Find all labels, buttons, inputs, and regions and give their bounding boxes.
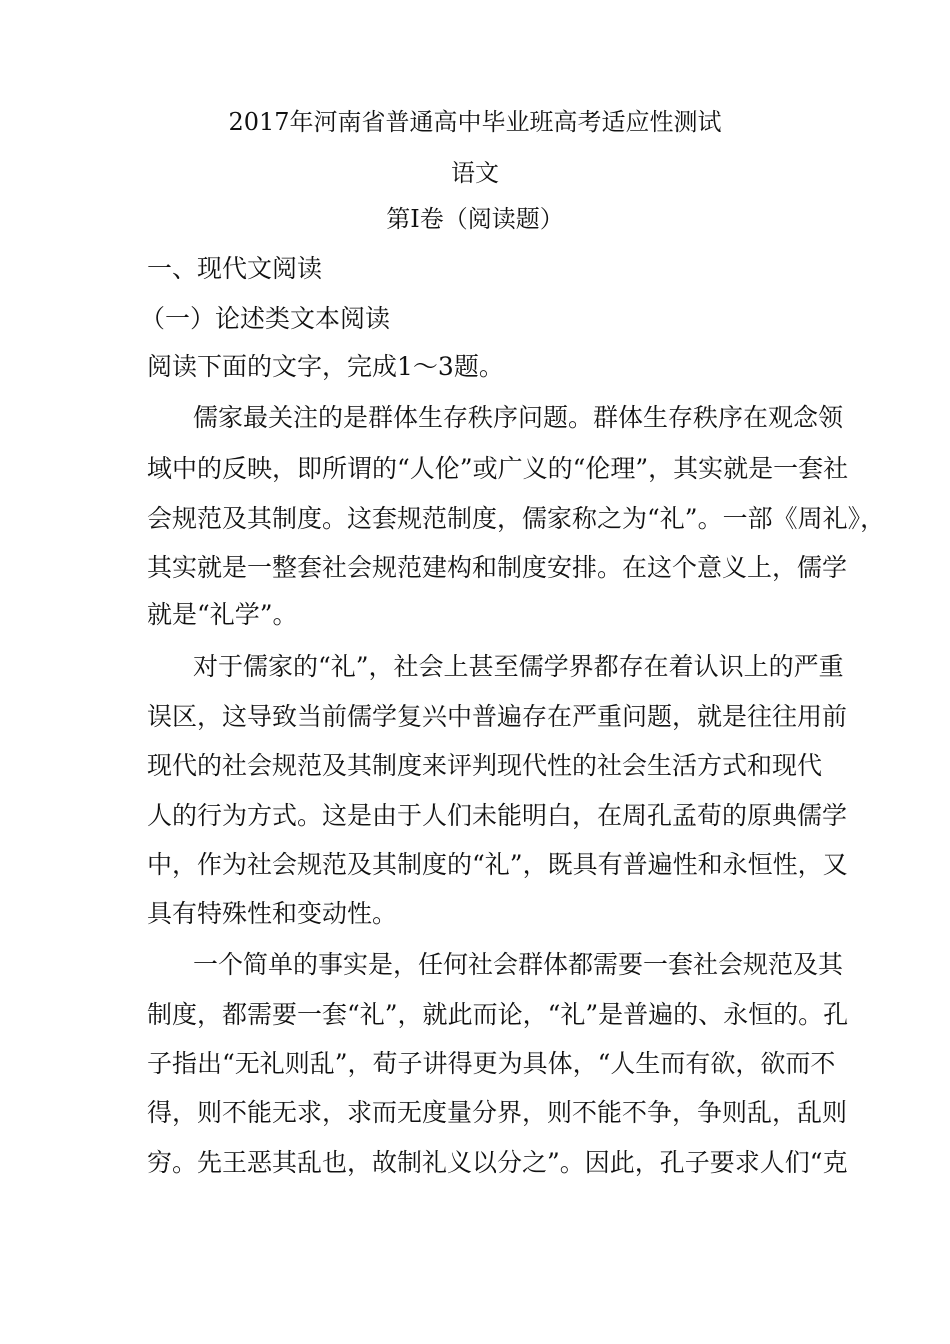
paragraph-3-line-1: 一个简单的事实是，任何社会群体都需要一套社会规范及其 <box>193 950 844 979</box>
paragraph-3-line-4: 得，则不能无求，求而无度量分界，则不能不争，争则乱，乱则 <box>147 1098 848 1127</box>
paragraph-1-line-3: 会规范及其制度。这套规范制度，儒家称之为“礼”。一部《周礼》， <box>147 504 886 533</box>
paragraph-3-line-3: 子指出“无礼则乱”，荀子讲得更为具体，“人生而有欲，欲而不 <box>147 1049 836 1078</box>
paragraph-3-line-2: 制度，都需要一套“礼”，就此而论，“礼”是普遍的、永恒的。孔 <box>147 1000 849 1029</box>
instruction-text: 阅读下面的文字，完成1～3题。 <box>147 352 504 381</box>
paragraph-1-line-4: 其实就是一整套社会规范建构和制度安排。在这个意义上，儒学 <box>147 553 848 582</box>
paragraph-3-line-5: 穷。先王恶其乱也，故制礼义以分之”。因此，孔子要求人们“克 <box>147 1148 848 1177</box>
paragraph-1-line-5: 就是“礼学”。 <box>147 600 298 629</box>
paragraph-2-line-5: 中，作为社会规范及其制度的“礼”，既具有普遍性和永恒性，又 <box>147 850 848 879</box>
paragraph-2-line-3: 现代的社会规范及其制度来评判现代性的社会生活方式和现代 <box>147 751 823 780</box>
paragraph-1-line-2: 域中的反映，即所谓的“人伦”或广义的“伦理”，其实就是一套社 <box>147 454 849 483</box>
paragraph-2-line-2: 误区，这导致当前儒学复兴中普遍存在严重问题，就是往往用前 <box>147 702 848 731</box>
section-heading: 一、现代文阅读 <box>147 254 323 283</box>
subject-title: 语文 <box>451 159 499 187</box>
subsection-heading: （一）论述类文本阅读 <box>140 304 391 333</box>
paragraph-2-line-4: 人的行为方式。这是由于人们未能明白，在周孔孟荀的原典儒学 <box>147 801 848 830</box>
paragraph-2-line-1: 对于儒家的“礼”，社会上甚至儒学界都存在着认识上的严重 <box>193 652 844 681</box>
paragraph-2-line-6: 具有特殊性和变动性。 <box>147 899 398 928</box>
document-title: 2017年河南省普通高中毕业班高考适应性测试 <box>228 108 722 136</box>
paragraph-1-line-1: 儒家最关注的是群体生存秩序问题。群体生存秩序在观念领 <box>193 403 844 432</box>
volume-title: 第Ⅰ卷（阅读题） <box>386 205 564 233</box>
